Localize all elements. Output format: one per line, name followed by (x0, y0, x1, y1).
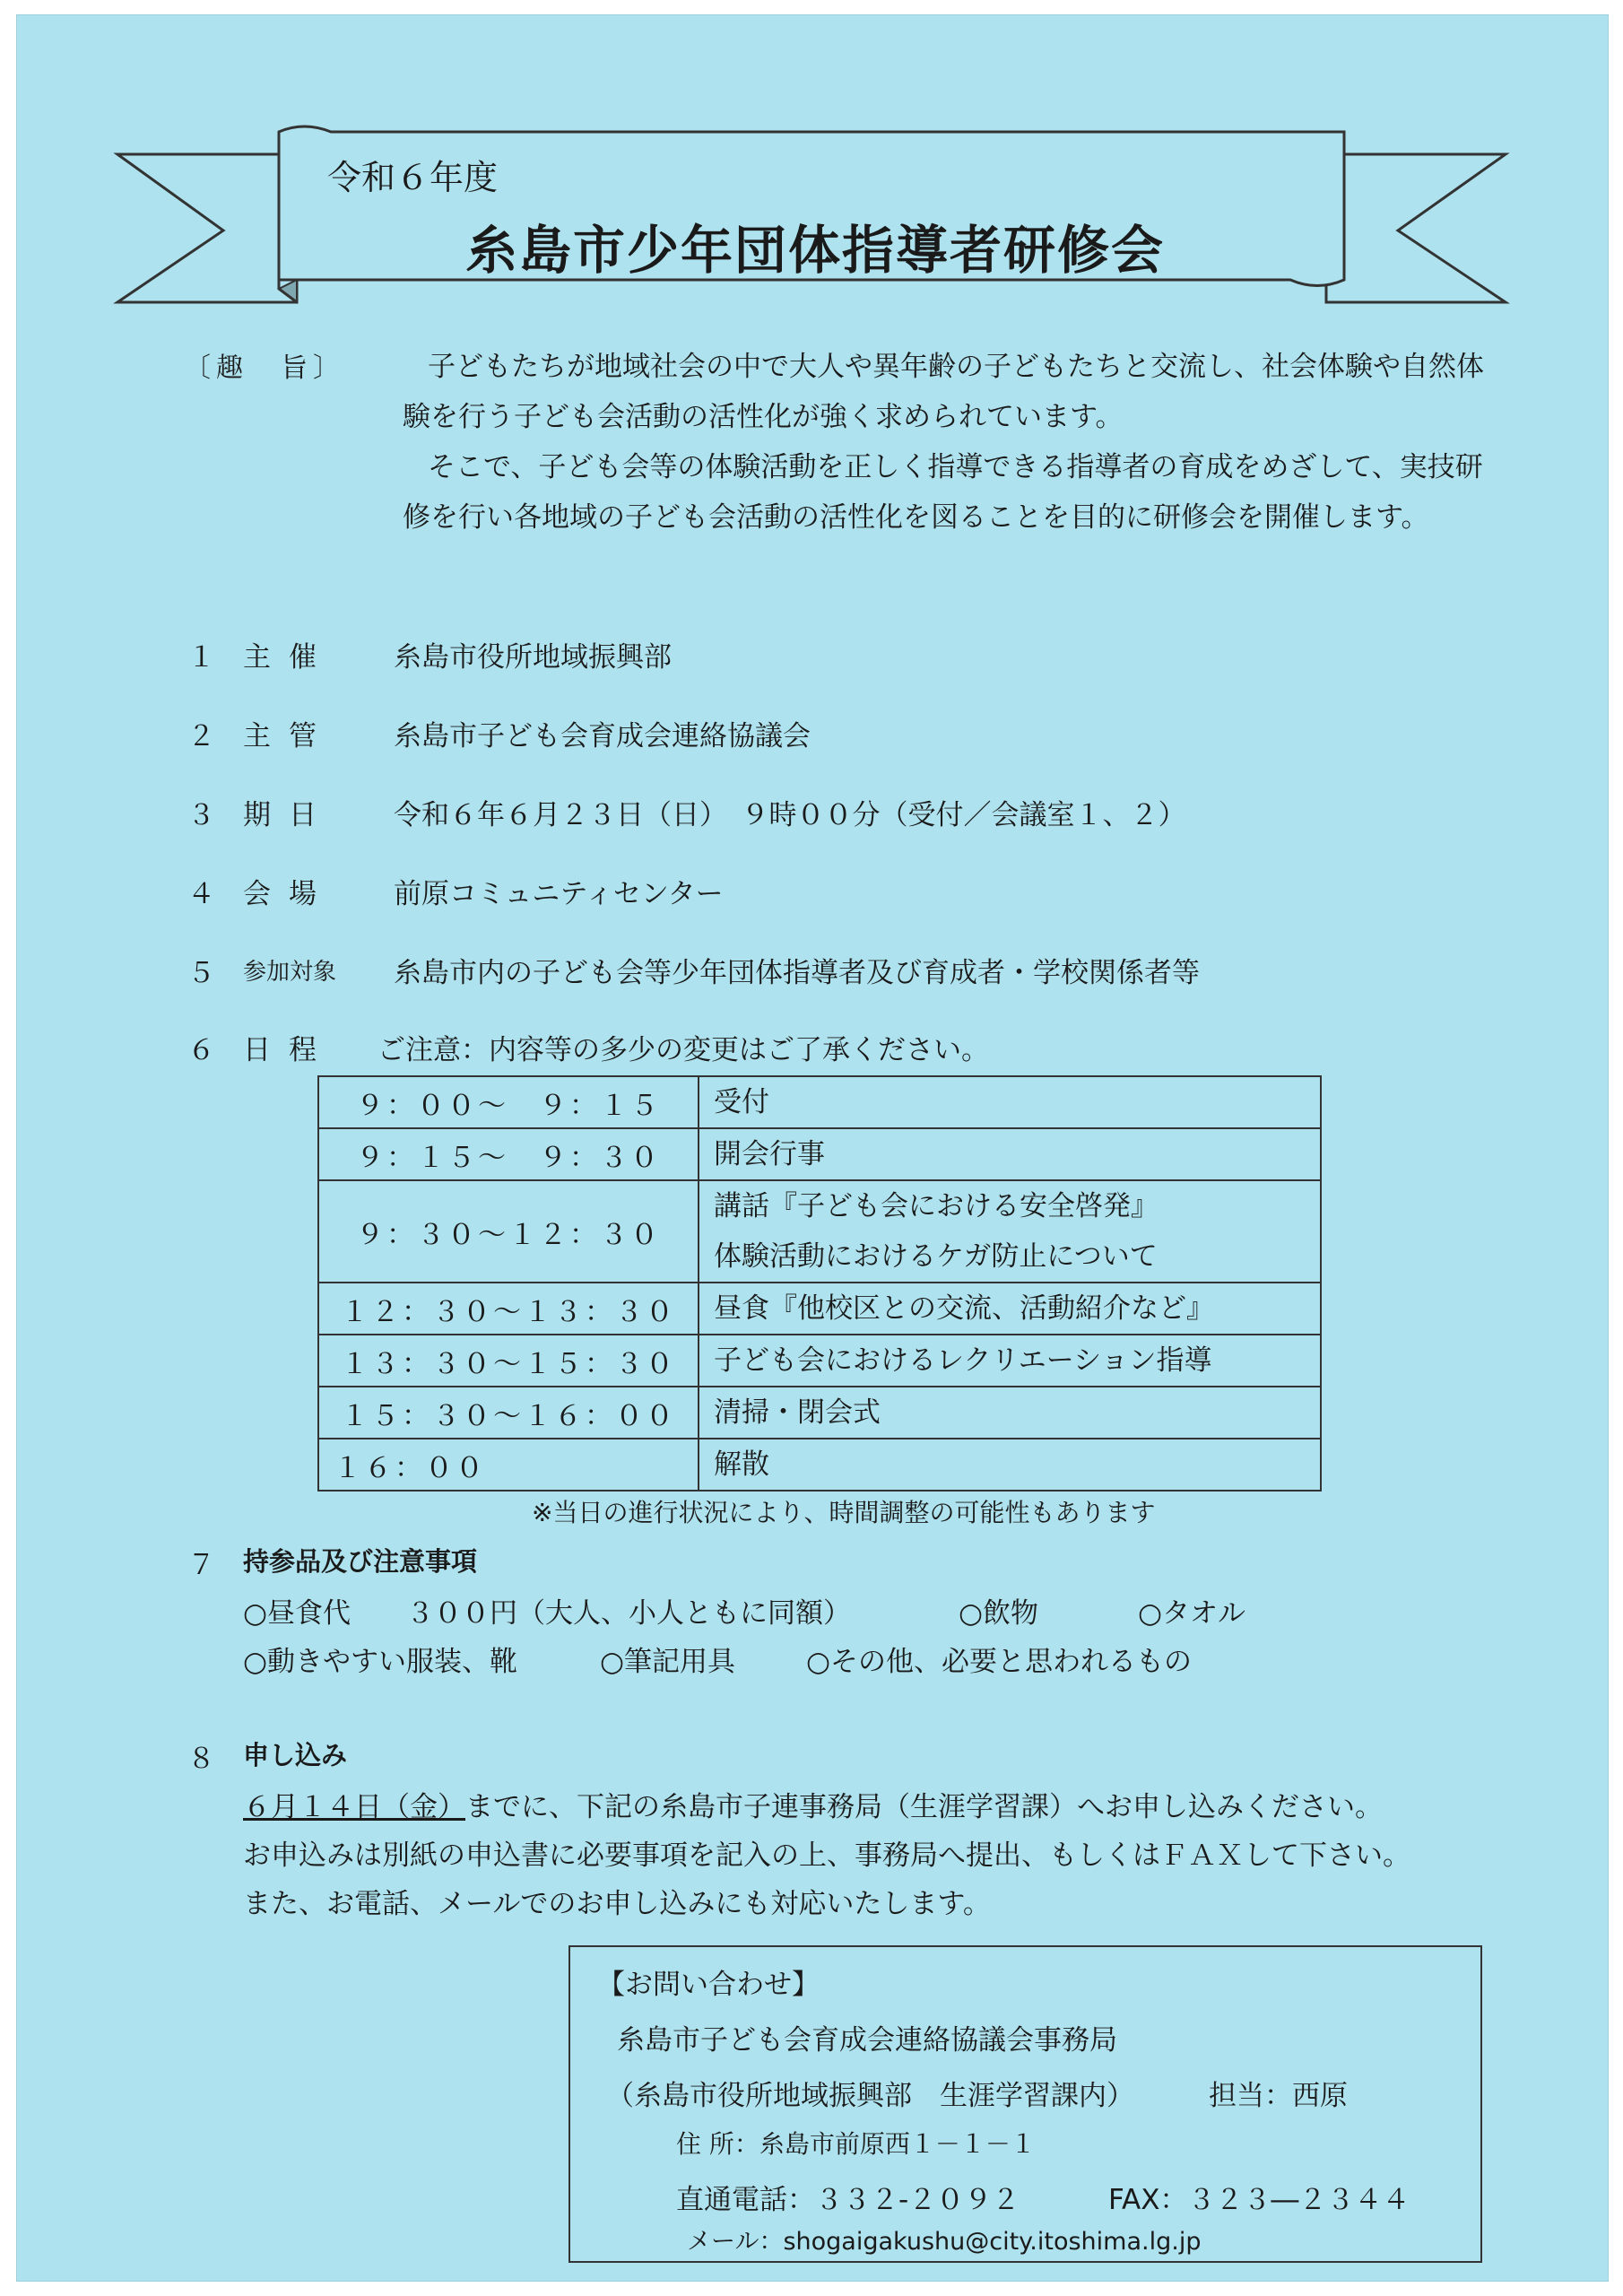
item-label: 参加対象 (243, 959, 337, 986)
contact-address: 住 所：糸島市前原西１－１－１ (676, 2129, 1036, 2159)
item-number: ７ (187, 1549, 215, 1581)
ribbon-right-tail (1326, 154, 1506, 302)
contact-phone: 直通電話：３３２-２０９２ (676, 2184, 1020, 2216)
schedule-time: ９：１５～ ９：３０ (318, 1128, 699, 1180)
contact-fax: FAX：３２３―２３４４ (1108, 2184, 1410, 2216)
item-label: 会場 (243, 878, 334, 910)
application-deadline: ６月１４日（金） (243, 1791, 465, 1823)
schedule-activity (699, 1180, 1321, 1283)
application-line-3: また、お電話、メールでのお申し込みにも対応いたします。 (243, 1888, 991, 1920)
item-number: １ (187, 641, 215, 674)
schedule-activity: 解散 (699, 1439, 1321, 1491)
schedule-time: １２：３０～１３：３０ (318, 1283, 699, 1335)
application-instructions: までに、下記の糸島市子連事務局（生涯学習課）へお申し込みください。 (465, 1791, 1383, 1823)
item-number: ３ (187, 799, 215, 831)
table-row (318, 1180, 1321, 1283)
belongings-label: 持参品及び注意事項 (243, 1546, 478, 1577)
table-row (318, 1128, 1321, 1180)
belongings-item: ○その他、必要と思われるもの (806, 1646, 1193, 1678)
item-label: 日程 (243, 1034, 334, 1066)
schedule-caution: ご注意：内容等の多少の変更はご了承ください。 (378, 1034, 989, 1066)
purpose-paragraph-2: そこで、子ども会等の体験活動を正しく指導できる指導者の育成をめざして、実技研修を行い各地域の子ども会活動の活性化を図ることを目的に研修会を開催します。 (403, 451, 1483, 534)
item-value-participants: 糸島市内の子ども会等少年団体指導者及び育成者・学校関係者等 (394, 957, 1200, 989)
schedule-activity: 開会行事 (699, 1128, 1321, 1180)
belongings-item: ○昼食代 ３００円（大人、小人ともに同額） (243, 1597, 852, 1630)
schedule-time: １５：３０～１６：００ (318, 1387, 699, 1439)
item-label: 主管 (243, 720, 334, 752)
application-line-1 (243, 1784, 1383, 1824)
schedule-activity-line: 講話『子ども会における安全啓発』 (714, 1190, 1159, 1222)
item-value-manager: 糸島市子ども会育成会連絡協議会 (394, 720, 811, 752)
item-number: ２ (187, 720, 215, 752)
item-number: ４ (187, 878, 215, 910)
contact-heading: 【お問い合わせ】 (597, 1969, 820, 2001)
purpose-label: 〔趣 旨〕 (184, 352, 345, 384)
belongings-item: ○動きやすい服装、靴 (243, 1646, 518, 1678)
schedule-time: １３：３０～１５：３０ (318, 1335, 699, 1387)
schedule-activity: 清掃・閉会式 (699, 1387, 1321, 1439)
application-label: 申し込み (243, 1740, 348, 1770)
table-row (318, 1387, 1321, 1439)
item-number: ８ (187, 1743, 215, 1775)
purpose-text (403, 342, 1506, 543)
item-label: 期日 (243, 799, 334, 831)
schedule-table (317, 1075, 1322, 1492)
table-row (318, 1439, 1321, 1491)
schedule-activity: 子ども会におけるレクリエーション指導 (699, 1335, 1321, 1387)
schedule-time: ９：３０～１２：３０ (318, 1180, 699, 1283)
schedule-activity: 昼食『他校区との交流、活動紹介など』 (699, 1283, 1321, 1335)
contact-dept: （糸島市役所地域振興部 生涯学習課内） (606, 2080, 1134, 2112)
schedule-time: ９：００～ ９：１５ (318, 1076, 699, 1128)
page-title: 糸島市少年団体指導者研修会 (465, 220, 1166, 281)
item-value-organizer: 糸島市役所地域振興部 (394, 641, 672, 674)
item-number: ６ (187, 1034, 215, 1066)
item-label: 主催 (243, 641, 334, 674)
item-value-date: 令和６年６月２３日（日） ９時００分（受付／会議室１、２） (394, 799, 1186, 831)
schedule-note: ※当日の進行状況により、時間調整の可能性もあります (532, 1498, 1156, 1527)
ribbon-left-tail (117, 154, 297, 302)
purpose-paragraph-1: 子どもたちが地域社会の中で大人や異年齢の子どもたちと交流し、社会体験や自然体験を行う子ども会活動の活性化が強く求められています。 (403, 351, 1484, 433)
contact-org: 糸島市子ども会育成会連絡協議会事務局 (617, 2024, 1117, 2057)
schedule-activity: 受付 (699, 1076, 1321, 1128)
belongings-item: ○飲物 (959, 1597, 1039, 1630)
application-line-2: お申込みは別紙の申込書に必要事項を記入の上、事務局へ提出、もしくはＦＡＸして下さい。 (243, 1839, 1410, 1872)
schedule-time: １６：００ (318, 1439, 699, 1491)
item-number: ５ (187, 957, 215, 989)
flyer-page (16, 14, 1609, 2282)
year-label: 令和６年度 (327, 158, 499, 197)
item-value-venue: 前原コミュニティセンター (394, 878, 724, 910)
contact-email[interactable]: メール：shogaigakushu@city.itoshima.lg.jp (687, 2228, 1202, 2256)
belongings-item: ○タオル (1138, 1597, 1246, 1630)
belongings-item: ○筆記用具 (600, 1646, 736, 1678)
contact-person: 担当：西原 (1209, 2080, 1348, 2112)
contact-box (568, 1945, 1482, 2263)
table-row (318, 1335, 1321, 1387)
schedule-activity-line: 体験活動におけるケガ防止について (714, 1240, 1158, 1273)
table-row (318, 1283, 1321, 1335)
table-row (318, 1076, 1321, 1128)
